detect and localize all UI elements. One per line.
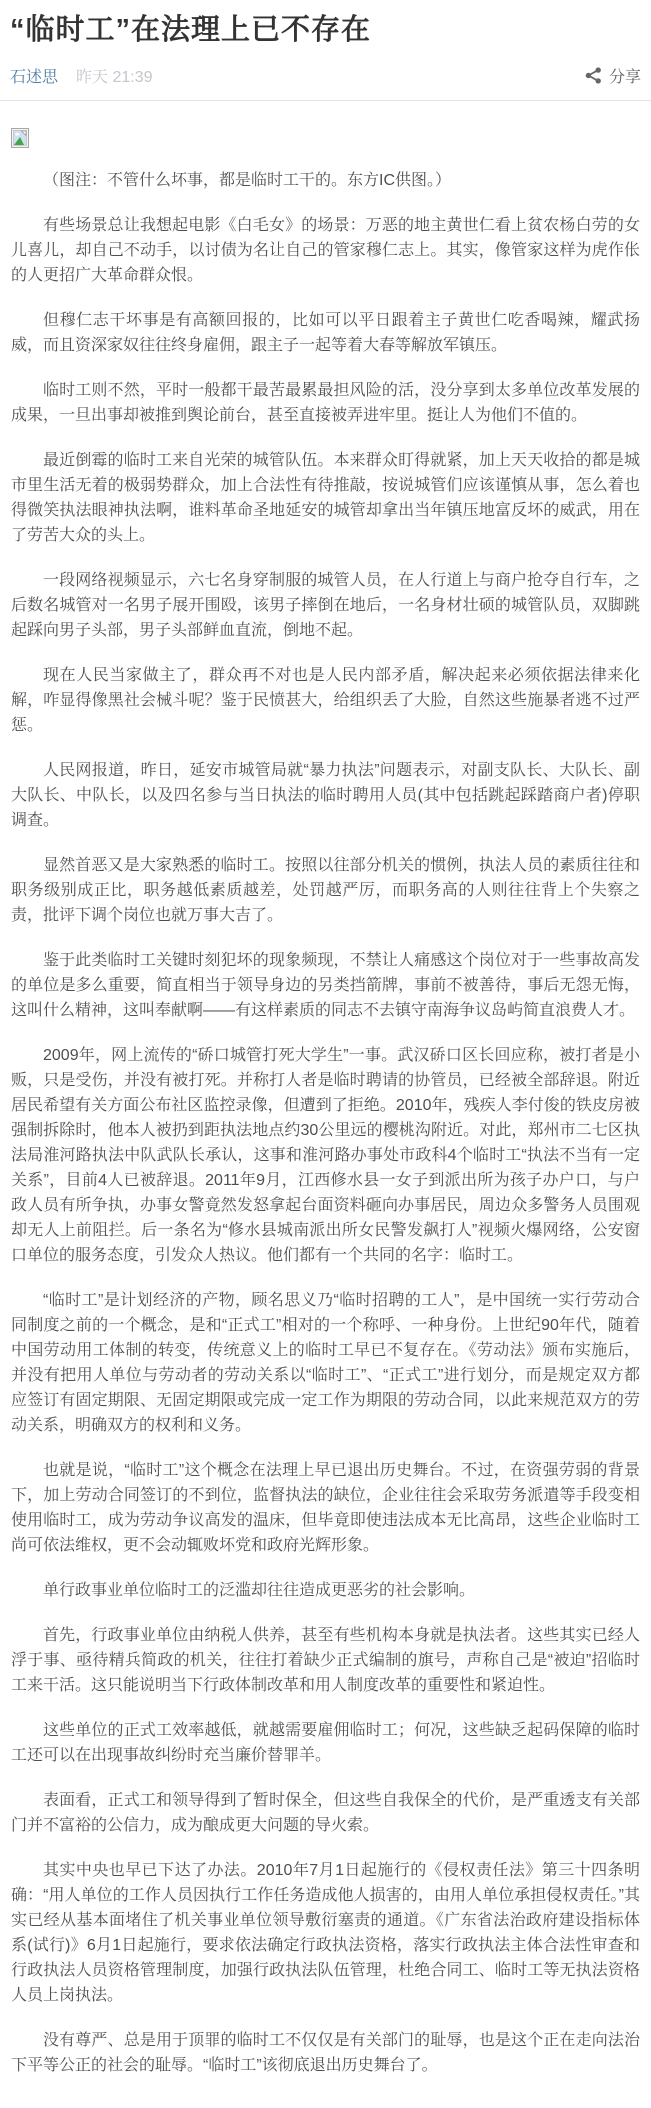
article-paragraph: 一段网络视频显示，六七名身穿制服的城管人员，在人行道上与商户抢夺自行车，之后数名城管对一名男子展开围殴，该男子摔倒在地后，一名身材壮硕的城管队员，双脚跳起踩向男子头部，男子头部鲜血直流，倒地不起。 (11, 572, 640, 639)
article-paragraph: 首先，行政事业单位由纳税人供养，甚至有些机构本身就是执法者。这些其实已经人浮于事、亟待精兵简政的机关，往往打着缺少正式编制的旗号，声称自己是“被迫”招临时工来干活。这只能说明当下行政体制改革和用人制度改革的重要性和紧迫性。 (11, 1627, 640, 1694)
article-meta (10, 64, 641, 86)
article-paragraph: 人民网报道，昨日，延安市城管局就“暴力执法”问题表示，对副支队长、大队长、副大队长、中队长，以及四名参与当日执法的临时聘用人员(其中包括跳起踩踏商户者)停职调查。 (11, 762, 640, 829)
image-caption: （图注：不管什么坏事，都是临时工干的。东方IC供图。） (43, 172, 452, 189)
article-paragraph: 临时工则不然，平时一般都干最苦最累最担风险的活，没分享到太多单位改革发展的成果，一旦出事却被推到舆论前台，甚至直接被弄进牢里。挺让人为他们不值的。 (11, 382, 640, 424)
share-label: 分享 (608, 68, 641, 86)
article-paragraph: 但穆仁志干坏事是有高额回报的，比如可以平日跟着主子黄世仁吃香喝辣，耀武扬威，而且资深家奴往往终身雇佣，跟主子一起等着大春等解放军镇压。 (11, 312, 640, 354)
author-link[interactable]: 石述思 (10, 68, 59, 86)
article-body (11, 168, 640, 2078)
article-paragraph: 也就是说，“临时工”这个概念在法理上早已退出历史舞台。不过，在资强劳弱的背景下，加上劳动合同签订的不到位，监督执法的缺位，企业往往会采取劳务派遣等手段变相使用临时工，成为劳动争议高发的温床，但毕竟即使违法成本无比高昂，这些企业临时工尚可依法维权，更不会动辄败坏党和政府光辉形象。 (11, 1462, 640, 1554)
share-icon (585, 67, 602, 84)
page-title: “临时工”在法理上已不存在 (10, 14, 372, 46)
broken-image-icon (11, 128, 29, 148)
article-paragraph: 现在人民当家做主了，群众再不对也是人民内部矛盾，解决起来必须依据法律来化解，咋显得像黑社会械斗呢？鉴于民愤甚大，给组织丢了大脸，自然这些施暴者逃不过严惩。 (11, 667, 640, 734)
article-content (0, 128, 651, 2108)
article-page (0, 12, 651, 2108)
article-paragraph: 2009年，网上流传的“硚口城管打死大学生”一事。武汉硚口区长回应称，被打者是小贩，只是受伤，并没有被打死。并称打人者是临时聘请的协管员，已经被全部辞退。附近居民希望有关方面公布社区监控录像，但遭到了拒绝。2010年，残疾人李付俊的铁皮房被强制拆除时，他本人被扔到距执法地点约30公里远的樱桃沟附近。对此，郑州市二七区执法局淮河路执法中队武队长承认，这事和淮河路办事处市政科4个临时工“执法不当有一定关系”，目前4人已被辞退。2011年9月，江西修水县一女子到派出所为孩子办户口，与户政人员有所争执，办事女警竟然发怒拿起台面资料砸向办事居民，周边众多警务人员围观却无人上前阻拦。后一条名为“修水县城南派出所女民警发飙打人”视频火爆网络，公安窗口单位的服务态度，引发众人热议。他们都有一个共同的名字：临时工。 (11, 1047, 640, 1264)
article-paragraph: 没有尊严、总是用于顶罪的临时工不仅仅是有关部门的耻辱，也是这个正在走向法治下平等公正的社会的耻辱。“临时工”该彻底退出历史舞台了。 (11, 2032, 640, 2074)
article-paragraph: 其实中央也早已下达了办法。2010年7月1日起施行的《侵权责任法》第三十四条明确：“用人单位的工作人员因执行工作任务造成他人损害的，由用人单位承担侵权责任。”其实已经从基本面堵住了机关事业单位领导敷衍塞责的通道。《广东省法治政府建设指标体系(试行)》6月1日起施行，要求依法确定行政执法资格，落实行政执法主体合法性审查和行政执法人员资格管理制度，加强行政执法队伍管理，杜绝合同工、临时工等无执法资格人员上岗执法。 (11, 1862, 640, 2004)
article-paragraphs (11, 213, 640, 2078)
article-paragraph: 表面看，正式工和领导得到了暂时保全，但这些自我保全的代价，是严重透支有关部门并不富裕的公信力，成为酿成更大问题的导火索。 (11, 1792, 640, 1834)
article-paragraph: 单行政事业单位临时工的泛滥却往往造成更恶劣的社会影响。 (43, 1582, 476, 1599)
article-paragraph: 显然首恶又是大家熟悉的临时工。按照以往部分机关的惯例，执法人员的素质往往和职务级别成正比，职务越低素质越差，处罚越严厉，而职务高的人则往往背上个失察之责，批评下调个岗位也就万事大吉了。 (11, 857, 640, 924)
article-paragraph: 鉴于此类临时工关键时刻犯坏的现象频现，不禁让人痛感这个岗位对于一些事故高发的单位是多么重要，简直相当于领导身边的另类挡箭牌，事前不被善待，事后无怨无悔，这叫什么精神，这叫奉献啊——有这样素质的同志不去镇守南海争议岛屿简直浪费人才。 (11, 952, 640, 1019)
article-paragraph: 最近倒霉的临时工来自光荣的城管队伍。本来群众盯得就紧，加上天天收拾的都是城市里生活无着的极弱势群众，加上合法性有待推敲，按说城管们应该谨慎从事，怎么着也得微笑执法眼神执法啊，谁料革命圣地延安的城管却拿出当年镇压地富反坏的威武，用在了劳苦大众的头上。 (11, 452, 640, 544)
timestamp: 昨天 21:39 (76, 68, 153, 86)
share-button[interactable] (585, 64, 641, 87)
article-paragraph: “临时工”是计划经济的产物，顾名思义乃“临时招聘的工人”，是中国统一实行劳动合同制度之前的一个概念，是和“正式工”相对的一个称呼、一种身份。上世纪90年代，随着中国劳动用工体制的转变，传统意义上的临时工早已不复存在。《劳动法》颁布实施后，并没有把用人单位与劳动者的劳动关系以“临时工”、“正式工”进行划分，而是规定双方都应签订有固定期限、无固定期限或完成一定工作为期限的劳动合同，以此来规范双方的劳动关系，明确双方的权利和义务。 (11, 1292, 640, 1434)
article-paragraph: 有些场景总让我想起电影《白毛女》的场景：万恶的地主黄世仁看上贫农杨白劳的女儿喜儿，却自己不动手，以讨债为名让自己的管家穆仁志上。其实，像管家这样为虎作伥的人更招广大革命群众恨。 (11, 217, 640, 284)
article-paragraph: 这些单位的正式工效率越低，就越需要雇佣临时工；何况，这些缺乏起码保障的临时工还可以在出现事故纠纷时充当廉价替罪羊。 (11, 1722, 640, 1764)
divider (0, 100, 651, 101)
